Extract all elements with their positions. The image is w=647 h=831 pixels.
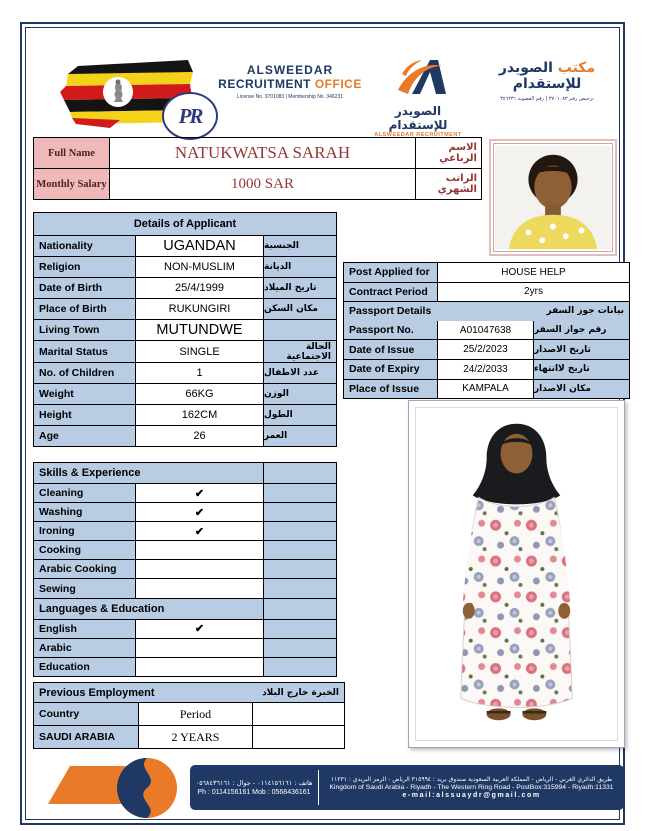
field-label: Height	[34, 405, 136, 425]
details-table-title: Details of Applicant	[34, 213, 336, 236]
footer-phone-arabic: هاتف : ٠١١٤١٥٦١٦١ - جوال : ٠٥٦٨٤٣٦١٦١	[195, 779, 313, 787]
field-value: 162CM	[136, 405, 264, 425]
name-salary-table	[33, 137, 482, 200]
table-row	[34, 236, 336, 256]
footer-phone-english: Ph : 0114156161 Mob : 0568436161	[197, 789, 311, 796]
table-row	[34, 425, 336, 446]
field-label-arabic: عدد الاطفال	[264, 363, 336, 383]
languages-title: Languages & Education	[34, 599, 264, 619]
education-checkmark	[136, 658, 264, 676]
languages-header	[34, 598, 336, 620]
country-column-header: Country	[34, 703, 139, 725]
field-label: Nationality	[34, 236, 136, 256]
alsweedar-a-icon	[388, 56, 448, 98]
office-title-block	[208, 63, 372, 100]
details-of-applicant-table	[33, 212, 337, 447]
table-row	[34, 168, 481, 199]
office-arabic-title-block	[468, 60, 626, 102]
office-arabic-subtitle: ترخيص رقم ٣٧٠١٠٨٣ | رقم العضوية ٣٤٦٢٣١	[500, 96, 594, 102]
table-row	[34, 138, 481, 168]
office-name-line1: ALSWEEDAR	[246, 63, 334, 77]
field-value: SINGLE	[136, 341, 264, 361]
field-label-arabic: تاريخ الاصدار	[534, 340, 629, 359]
table-row	[34, 256, 336, 277]
field-label: Weight	[34, 384, 136, 404]
table-row	[34, 502, 336, 521]
full-name-value: NATUKWATSA SARAH	[174, 143, 351, 162]
contract-period-label: Contract Period	[344, 283, 438, 302]
table-row	[34, 383, 336, 404]
table-row	[34, 559, 336, 578]
table-row	[34, 484, 336, 502]
office-name-line2: RECRUITMENT OFFICE	[218, 77, 362, 91]
contract-period-value: 2yrs	[438, 283, 629, 302]
skill-checkmark: ✔	[136, 522, 264, 540]
footer-address-english: Kingdom of Saudi Arabia - Riyadh - The Western Ring Road - PostBox:315994 - Riyadh:11331	[329, 784, 614, 791]
table-row	[344, 282, 629, 302]
previous-employment-header	[34, 683, 344, 703]
language-checkmark: ✔	[136, 620, 264, 638]
alsweedar-logo-block	[366, 56, 470, 138]
field-label: Date of Expiry	[344, 360, 438, 379]
previous-employment-table	[33, 682, 345, 749]
office-arabic-title: مكتب الصويدر للإستقدام	[498, 60, 596, 92]
field-label-arabic	[264, 320, 336, 340]
skills-experience-table	[33, 462, 337, 677]
full-name-label: Full Name	[34, 138, 110, 168]
employment-period: 2 YEARS	[139, 726, 253, 748]
table-row	[34, 638, 336, 657]
field-label: Religion	[34, 257, 136, 277]
skill-checkmark	[136, 579, 264, 597]
skill-label: Cleaning	[34, 484, 136, 502]
table-row	[344, 359, 629, 379]
field-label: No. of Children	[34, 363, 136, 383]
skill-label: Sewing	[34, 579, 136, 597]
field-value: UGANDAN	[136, 236, 264, 256]
field-label-arabic: تاريخ لاانتهاء	[534, 360, 629, 379]
footer-email: e-mail:alssuaydr@gmail.com	[402, 792, 541, 799]
field-value: NON-MUSLIM	[136, 257, 264, 277]
field-label: Passport No.	[344, 321, 438, 340]
table-row	[34, 540, 336, 559]
recruitment-footer-logo	[116, 757, 178, 819]
table-row	[344, 321, 629, 340]
alsweedar-logo-english: ALSWEEDAR RECRUITMENT	[374, 132, 462, 138]
skill-checkmark: ✔	[136, 503, 264, 521]
alsweedar-logo-arabic: الصويدر للإستقدام	[388, 104, 448, 132]
field-label-arabic: الديانة	[264, 257, 336, 277]
field-label-arabic: تاريخ الميلاد	[264, 278, 336, 298]
field-value: A01047638	[438, 321, 534, 340]
full-name-label-arabic: الاسم الرباعي	[415, 138, 481, 168]
footer-contact-bar	[190, 765, 624, 810]
monthly-salary-label-arabic: الراتب الشهري	[415, 169, 481, 199]
field-label-arabic: الحالة الاجتماعية	[264, 341, 336, 361]
field-label: Place of Issue	[344, 380, 438, 399]
table-row	[344, 263, 629, 282]
passport-details-header	[344, 301, 629, 321]
language-label: English	[34, 620, 136, 638]
field-value: 26	[136, 426, 264, 446]
table-row	[34, 362, 336, 383]
table-row	[34, 578, 336, 597]
table-row	[344, 379, 629, 399]
employment-country: SAUDI ARABIA	[34, 726, 139, 748]
field-value: RUKUNGIRI	[136, 299, 264, 319]
pr-monogram-text: PR	[178, 103, 202, 128]
previous-employment-title-arabic: الخبرة خارج البلاد	[262, 687, 339, 698]
table-row	[34, 521, 336, 540]
field-label: Date of Issue	[344, 340, 438, 359]
field-label-arabic: الطول	[264, 405, 336, 425]
field-label-arabic: مكان الاصدار	[534, 380, 629, 399]
field-label: Age	[34, 426, 136, 446]
field-label-arabic: مكان السكن	[264, 299, 336, 319]
passport-details-title-arabic: بيانات جوز السفر	[546, 306, 624, 317]
footer-phone-block	[190, 765, 318, 810]
table-row	[344, 339, 629, 359]
field-value: 25/4/1999	[136, 278, 264, 298]
portrait-photo	[489, 139, 617, 256]
field-label: Place of Birth	[34, 299, 136, 319]
language-label: Arabic	[34, 639, 136, 657]
application-passport-table	[343, 262, 630, 399]
table-row	[34, 298, 336, 319]
language-checkmark	[136, 639, 264, 657]
field-value: 24/2/2033	[438, 360, 534, 379]
skill-label: Ironing	[34, 522, 136, 540]
table-row	[34, 319, 336, 340]
skill-label: Cooking	[34, 541, 136, 559]
footer-address-block	[319, 765, 624, 810]
passport-details-title: Passport Details	[349, 305, 432, 318]
skill-checkmark	[136, 560, 264, 578]
post-applied-label: Post Applied for	[344, 263, 438, 282]
table-row	[34, 277, 336, 298]
field-value: MUTUNDWE	[136, 320, 264, 340]
skill-checkmark: ✔	[136, 484, 264, 502]
field-label-arabic: العمر	[264, 426, 336, 446]
field-label: Date of Birth	[34, 278, 136, 298]
skills-title: Skills & Experience	[34, 463, 264, 483]
field-label: Living Town	[34, 320, 136, 340]
field-value: 66KG	[136, 384, 264, 404]
period-column-header: Period	[139, 703, 253, 725]
skills-header	[34, 463, 336, 484]
footer-address-arabic: طريق الدائري الغربي - الرياض - المملكة العربية السعودية صندوق بريد : ٣١٥٩٩٤ الرياض - الرمز البريدي : ١١٢٣١	[330, 776, 613, 783]
field-label-arabic: الوزن	[264, 384, 336, 404]
table-row	[34, 657, 336, 676]
post-applied-value: HOUSE HELP	[438, 263, 629, 282]
table-row	[34, 725, 344, 748]
table-row	[34, 404, 336, 425]
monthly-salary-value: 1000 SAR	[231, 175, 294, 192]
skill-label: Arabic Cooking	[34, 560, 136, 578]
table-row	[34, 340, 336, 361]
field-value: 25/2/2023	[438, 340, 534, 359]
previous-employment-title: Previous Employment	[39, 686, 155, 699]
full-body-photo	[408, 400, 625, 748]
field-value: 1	[136, 363, 264, 383]
table-row	[34, 620, 336, 638]
field-label-arabic: الجنسية	[264, 236, 336, 256]
monthly-salary-label: Monthly Salary	[34, 169, 110, 199]
skill-checkmark	[136, 541, 264, 559]
education-label: Education	[34, 658, 136, 676]
office-license-line: License No. 3701083 | Membership No. 346231	[236, 94, 344, 100]
field-label: Marital Status	[34, 341, 136, 361]
field-label-arabic: رقم جواز السفر	[534, 321, 629, 340]
field-value: KAMPALA	[438, 380, 534, 399]
skill-label: Washing	[34, 503, 136, 521]
table-row	[34, 703, 344, 725]
